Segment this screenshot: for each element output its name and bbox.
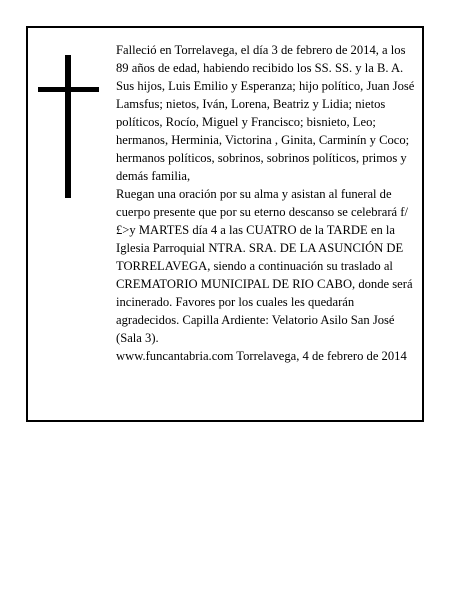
obituary-notice bbox=[26, 26, 424, 422]
family-list: Sus hijos, Luis Emilio y Esperanza; hijo político, Juan José Lamsfus; nietos, Iván, Lorena, Beatriz y Lidia; nietos políticos, Rocío, Miguel y Francisco; bisnieto, Leo; hermanos, Herminia, Victorina , Ginita, Carminín y Coco; hermanos políticos, sobrinos, sobrinos políticos, primos y demás familia, bbox=[116, 79, 415, 183]
source-and-date: www.funcantabria.com Torrelavega, 4 de febrero de 2014 bbox=[116, 349, 407, 363]
cross-horizontal-bar bbox=[38, 87, 99, 92]
death-announcement: Falleció en Torrelavega, el día 3 de febrero de 2014, a los 89 años de edad, habiendo recibido los SS. SS. y la B. A. bbox=[116, 43, 406, 75]
funeral-details: Ruegan una oración por su alma y asistan al funeral de cuerpo presente que por su eterno descanso se celebrará f/£>y MARTES día 4 a las CUATRO de la TARDE en la Iglesia Parroquial NTRA. SRA. DE LA ASUNCIÓN DE TORRELAVEGA, siendo a continuación su traslado al CREMATORIO MUNICIPAL DE RIO CABO, donde será incinerado. Favores por los cuales les quedarán agradecidos. Capilla Ardiente: Velatorio Asilo San José (Sala 3). bbox=[116, 187, 413, 345]
cross-vertical-bar bbox=[65, 55, 71, 198]
cross-icon bbox=[38, 55, 99, 198]
obituary-text bbox=[116, 41, 420, 365]
